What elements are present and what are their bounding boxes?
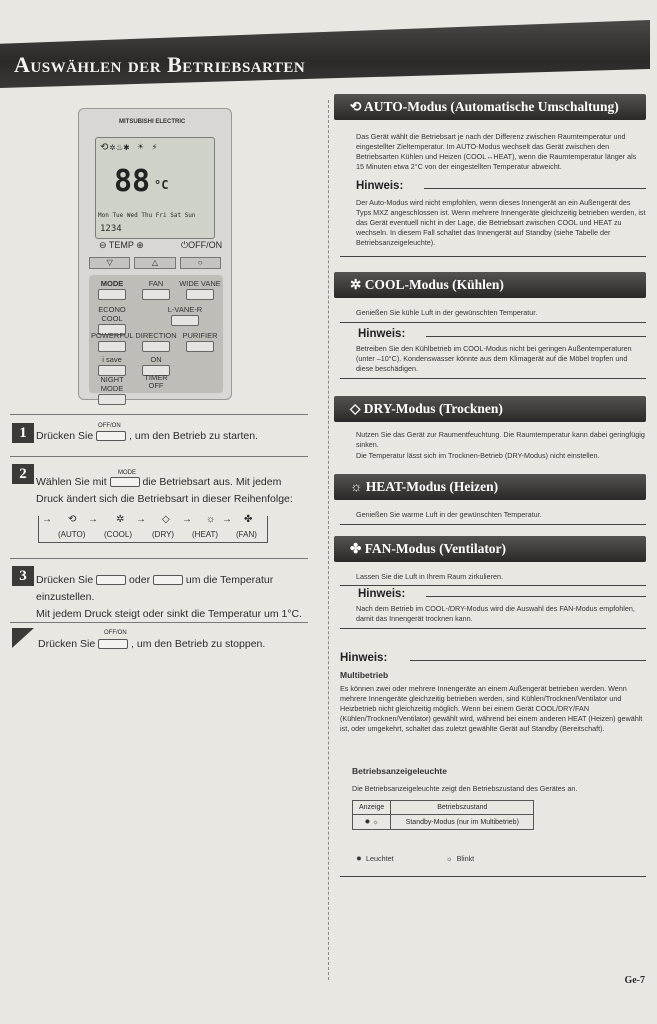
purifier-key[interactable]: PURIFIER — [179, 331, 221, 352]
hinweis-rule — [410, 660, 646, 661]
step-4-btn-label: OFF/ON — [104, 630, 127, 636]
section-rule — [340, 378, 646, 379]
dry-title: ◇ DRY-Modus (Trocknen) — [350, 401, 503, 416]
arrow-right-icon: → — [182, 514, 192, 525]
seq-dry: (DRY) — [152, 530, 175, 539]
section-rule — [340, 876, 646, 877]
arrow-right-icon: → — [136, 514, 146, 525]
lcd-mode-icons: ⟲✲♨✱ ☀ ⚡ — [100, 142, 159, 153]
step-3-number: 3 — [12, 566, 34, 586]
wide-vane-key[interactable]: WIDE VANE — [179, 279, 221, 300]
section-rule — [340, 524, 646, 525]
auto-icon: ⟲ — [68, 514, 77, 525]
lcd-unit: °C — [154, 178, 169, 192]
legend-on: ✹ Leuchtet — [356, 854, 394, 863]
dry-icon: ◇ — [162, 514, 170, 525]
arrow-down-icon[interactable]: ▽ — [89, 257, 130, 269]
section-rule — [340, 256, 646, 257]
mode-sequence — [38, 514, 266, 544]
hinweis-rule — [426, 596, 646, 597]
legend-blink: ☼ Blinkt — [446, 854, 475, 863]
powerful-key[interactable]: POWERFUL — [91, 331, 133, 352]
off-on-label: ⏻OFF/ON — [181, 240, 223, 250]
step-2-number: 2 — [12, 464, 34, 484]
heat-title: ☼ HEAT-Modus (Heizen) — [350, 479, 499, 494]
temp-up-button-icon — [96, 575, 126, 585]
fan-note: Nach dem Betrieb im COOL-/DRY-Modus wird die Auswahl des FAN-Modus empfohlen, damit das Innengerät trocknen kann. — [356, 604, 635, 623]
hinweis-rule — [426, 336, 646, 337]
auto-title: ⟲ AUTO-Modus (Automatische Umschaltung) — [350, 99, 619, 114]
lamp-text: Die Betriebsanzeigeleuchte zeigt den Betriebszustand des Gerätes an. — [352, 784, 578, 793]
timer-off-key[interactable]: OFF — [148, 381, 164, 390]
seq-fan: (FAN) — [236, 530, 257, 539]
step-divider — [10, 622, 308, 623]
step-4-marker — [12, 628, 34, 648]
off-on-button-icon — [96, 431, 126, 441]
fan-key[interactable]: FAN — [135, 279, 177, 300]
column-divider — [328, 100, 329, 980]
multi-text: Es können zwei oder mehrere Innengeräte an einem Außengerät betrieben werden. Wenn mehrere Innengeräte gleichzeitig betrieben werden, sind Kühlen/Trocknen/Ventilator und Heizbetrieb nicht gleichzeitig möglich. Wenn bei einem Gerät COOL/DRY/FAN (Kühlen/Trocknen/Ventilator) gewählt wird, während bei einem anderen HEAT (Heizen) gewählt ist, oder umgekehrt, schaltet das zuletzt gewählte Gerät auf Standby (Bereitschaft). — [340, 684, 643, 733]
direction-key[interactable]: DIRECTION — [135, 331, 177, 352]
seq-heat: (HEAT) — [192, 530, 219, 539]
arrow-up-icon[interactable]: △ — [134, 257, 175, 269]
cool-icon: ✲ — [116, 514, 125, 525]
arrow-right-icon: → — [222, 514, 232, 525]
step-1-text: Drücken Sie , um den Betrieb zu starten. — [36, 430, 259, 442]
cool-hinweis: Hinweis: — [358, 328, 406, 340]
step-divider — [10, 456, 308, 457]
page-number: Ge-7 — [624, 975, 645, 986]
auto-hinweis: Hinweis: — [356, 180, 404, 192]
fan-hinweis: Hinweis: — [358, 588, 406, 600]
lamp-table — [352, 800, 534, 830]
step-2-btn-label: MODE — [118, 470, 136, 476]
night-mode-key[interactable]: NIGHT MODE — [91, 375, 133, 405]
econo-cool-key[interactable]: ECONO COOL — [91, 305, 133, 335]
seq-cool: (COOL) — [104, 530, 132, 539]
col-anzeige: Anzeige — [353, 801, 391, 815]
arrow-right-icon: → — [42, 514, 52, 525]
remote-keypad — [89, 275, 223, 393]
auto-text: Das Gerät wählt die Betriebsart je nach der Differenz zwischen Raumtemperatur und eingestellter Zieltemperatur. Im AUTO-Modus wechselt das Gerät zwischen den Betriebsarten Kühlen und Heizen (COOL↔HEAT), wenn die Raumtemperatur länger als 15 Minuten etwa 2°C von der eingestellten Temperatur abweicht. — [356, 132, 637, 171]
lvane-key[interactable]: L-VANE-R — [155, 305, 215, 326]
temp-label: ⊖ TEMP ⊕ — [99, 240, 144, 250]
heat-icon: ☼ — [206, 514, 216, 525]
timer-label: TIMER — [144, 373, 168, 382]
step-divider — [10, 558, 308, 559]
step-3-text: Drücken Sie oder um die Temperatur einzustellen. Mit jedem Druck steigt oder sinkt die Temperatur um 1°C. — [36, 574, 303, 620]
arrow-right-icon: → — [88, 514, 98, 525]
lcd-small-digits: 1234 — [100, 224, 122, 234]
section-rule — [340, 322, 646, 323]
lcd-temperature: 88 — [114, 164, 151, 199]
row-status: Standby-Modus (nur im Multibetrieb) — [391, 815, 534, 830]
isave-key[interactable]: i save — [91, 355, 133, 376]
multi-heading: Multibetrieb — [340, 670, 389, 680]
lcd-display — [95, 137, 215, 239]
section-rule — [340, 585, 646, 586]
heat-text: Genießen Sie warme Luft in der gewünschten Temperatur. — [356, 510, 542, 519]
step-4-text: Drücken Sie , um den Betrieb zu stoppen. — [38, 638, 266, 650]
multi-hinweis: Hinweis: — [340, 652, 388, 664]
cool-title: ✲ COOL-Modus (Kühlen) — [350, 277, 504, 292]
mode-button-icon — [110, 477, 140, 487]
cool-note: Betreiben Sie den Kühlbetrieb im COOL-Modus nicht bei geringen Außentemperaturen (unter –10°C). Kondenswasser könnte aus dem Klimagerät auf die Möbel tropfen und diese beschädigen. — [356, 344, 632, 373]
lamp-indicator-icon: ✹ ☼ — [353, 815, 391, 830]
vane-arrows — [89, 257, 221, 269]
step-1-number: 1 — [12, 423, 34, 443]
fan-text: Lassen Sie die Luft in Ihrem Raum zirkulieren. — [356, 572, 504, 581]
cool-text: Genießen Sie kühle Luft in der gewünschten Temperatur. — [356, 308, 538, 317]
step-2-text: Wählen Sie mit die Betriebsart aus. Mit jedem Druck ändert sich die Betriebsart in dieser Reihenfolge: — [36, 476, 293, 505]
page-title: Auswählen der Betriebsarten — [14, 52, 306, 77]
step-1-btn-label: OFF/ON — [98, 423, 121, 429]
timer-on-key[interactable]: ON — [135, 355, 177, 376]
fan-icon: ✤ — [244, 514, 253, 525]
remote-control — [78, 108, 232, 400]
hinweis-rule — [424, 188, 646, 189]
step-divider — [10, 414, 308, 415]
section-rule — [340, 628, 646, 629]
auto-note: Der Auto-Modus wird nicht empfohlen, wenn dieses Innengerät an ein Außengerät des Typs MXZ angeschlossen ist. Wenn mehrere Innengeräte gleichzeitig betrieben werden, ist das Gerät eventuell nicht in der Lage, die Betriebsart zwischen COOL und HEAT zu wechseln. In diesem Fall schaltet das Innengerät auf Standby (siehe Tabelle der Betriebsanzeigeleuchte). — [356, 198, 646, 247]
seq-auto: (AUTO) — [58, 530, 86, 539]
dry-text-2: Die Temperatur lässt sich im Trocknen-Betrieb (DRY-Modus) nicht einstellen. — [356, 451, 600, 460]
brand-logo: MITSUBISHI ELECTRIC — [119, 119, 186, 125]
off-on-button-icon — [98, 639, 128, 649]
col-status: Betriebszustand — [391, 801, 534, 815]
lcd-days: Mon Tue Wed Thu Fri Sat Sun — [98, 212, 196, 219]
power-button[interactable]: ○ — [180, 257, 221, 269]
fan-title: ✤ FAN-Modus (Ventilator) — [350, 541, 507, 556]
mode-key[interactable]: MODE — [91, 279, 133, 300]
dry-text: Nutzen Sie das Gerät zur Raumentfeuchtung. Die Raumtemperatur kann dabei geringfügig sinken. — [356, 430, 645, 449]
temp-down-button-icon — [153, 575, 183, 585]
lamp-heading: Betriebsanzeigeleuchte — [352, 766, 447, 776]
